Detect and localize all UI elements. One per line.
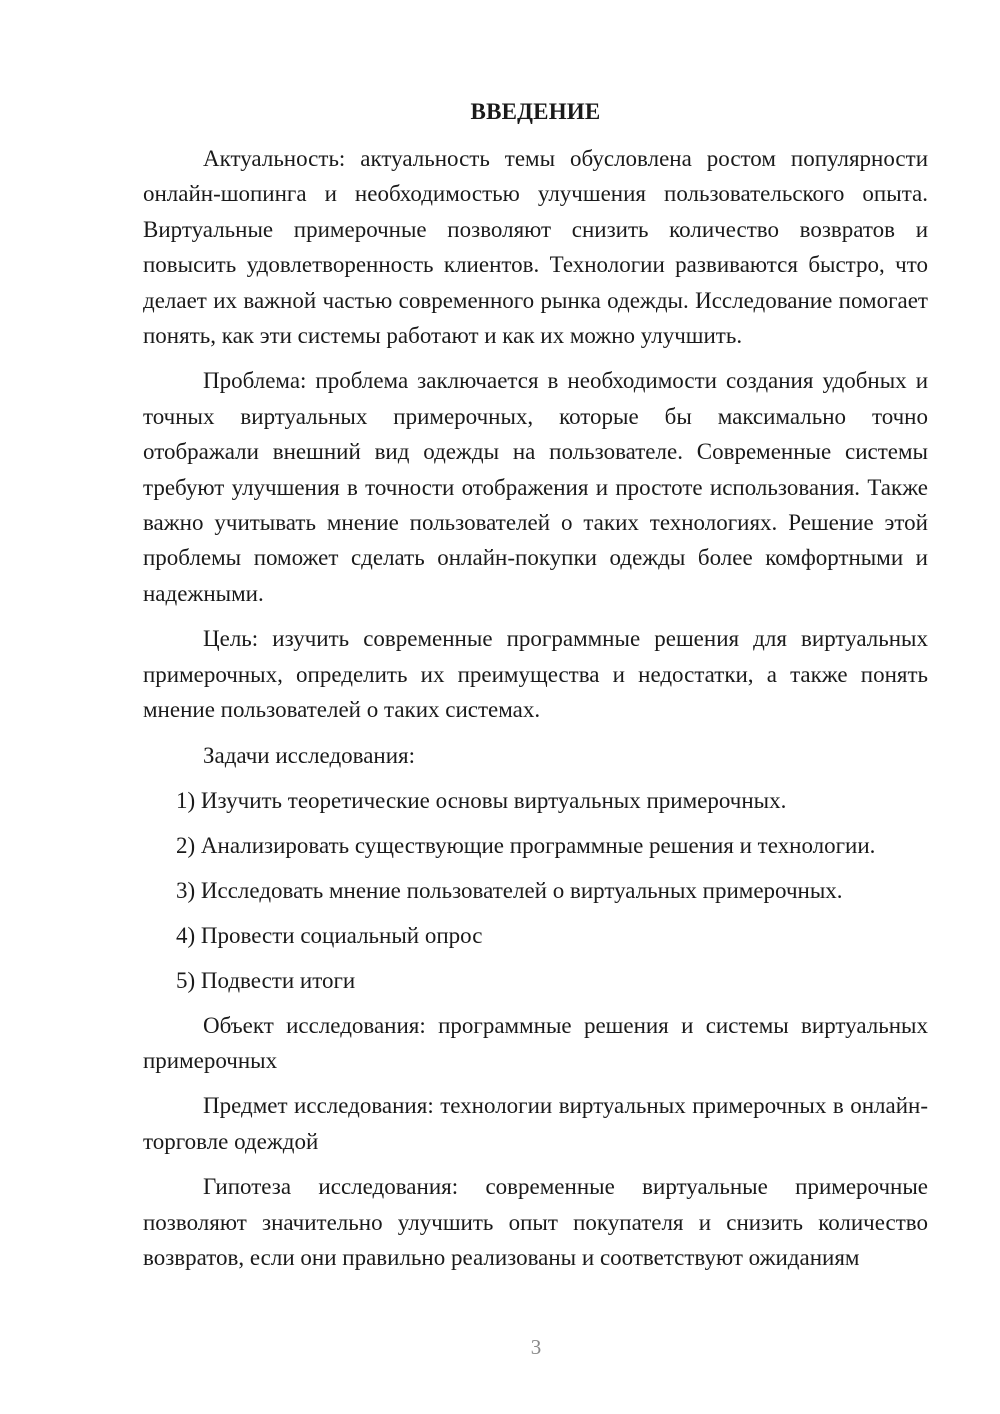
- tasks-label: Задачи исследования:: [203, 742, 416, 768]
- paragraph-problem: Проблема: проблема заключается в необходимости создания удобных и точных виртуальных примерочных, которые бы максимально точно отображали внешний вид одежды на пользователе. Современные системы требуют улучшения в точности отображения и простоте использования. Также важно учитывать мнение пользователей о таких технологиях. Решение этой проблемы поможет сделать онлайн-покупки одежды более комфортными и надежными.: [143, 368, 928, 606]
- paragraph-goal: Цель: изучить современные программные решения для виртуальных примерочных, определить их преимущества и недостатки, а также понять мнение пользователей о таких системах.: [143, 626, 928, 723]
- list-item: 4) Провести социальный опрос: [176, 922, 483, 948]
- document-page: [143, 94, 928, 1285]
- page-number: 3: [530, 1335, 542, 1359]
- paragraph-subject: Предмет исследования: технологии виртуальных примерочных в онлайн-торговле одеждой: [143, 1093, 928, 1154]
- task-list: [143, 783, 928, 998]
- list-item: 5) Подвести итоги: [176, 967, 356, 993]
- list-item: 3) Исследовать мнение пользователей о виртуальных примерочных.: [176, 877, 843, 903]
- paragraph-object: Объект исследования: программные решения и системы виртуальных примерочных: [143, 1012, 928, 1073]
- section-heading: ВВЕДЕНИЕ: [470, 99, 601, 124]
- list-item: 2) Анализировать существующие программные решения и технологии.: [176, 832, 876, 858]
- list-item: 1) Изучить теоретические основы виртуальных примерочных.: [176, 787, 787, 813]
- paragraph-relevance: Актуальность: актуальность темы обусловлена ростом популярности онлайн-шопинга и необходимостью улучшения пользовательского опыта. Виртуальные примерочные позволяют снизить количество возвратов и повысить удовлетворенность клиентов. Технологии развиваются быстро, что делает их важной частью современного рынка одежды. Исследование помогает понять, как эти системы работают и как их можно улучшить.: [143, 146, 928, 349]
- paragraph-hypothesis: Гипотеза исследования: современные виртуальные примерочные позволяют значительно улучшить опыт покупателя и снизить количество возвратов, если они правильно реализованы и соответствуют ожиданиям: [143, 1174, 928, 1270]
